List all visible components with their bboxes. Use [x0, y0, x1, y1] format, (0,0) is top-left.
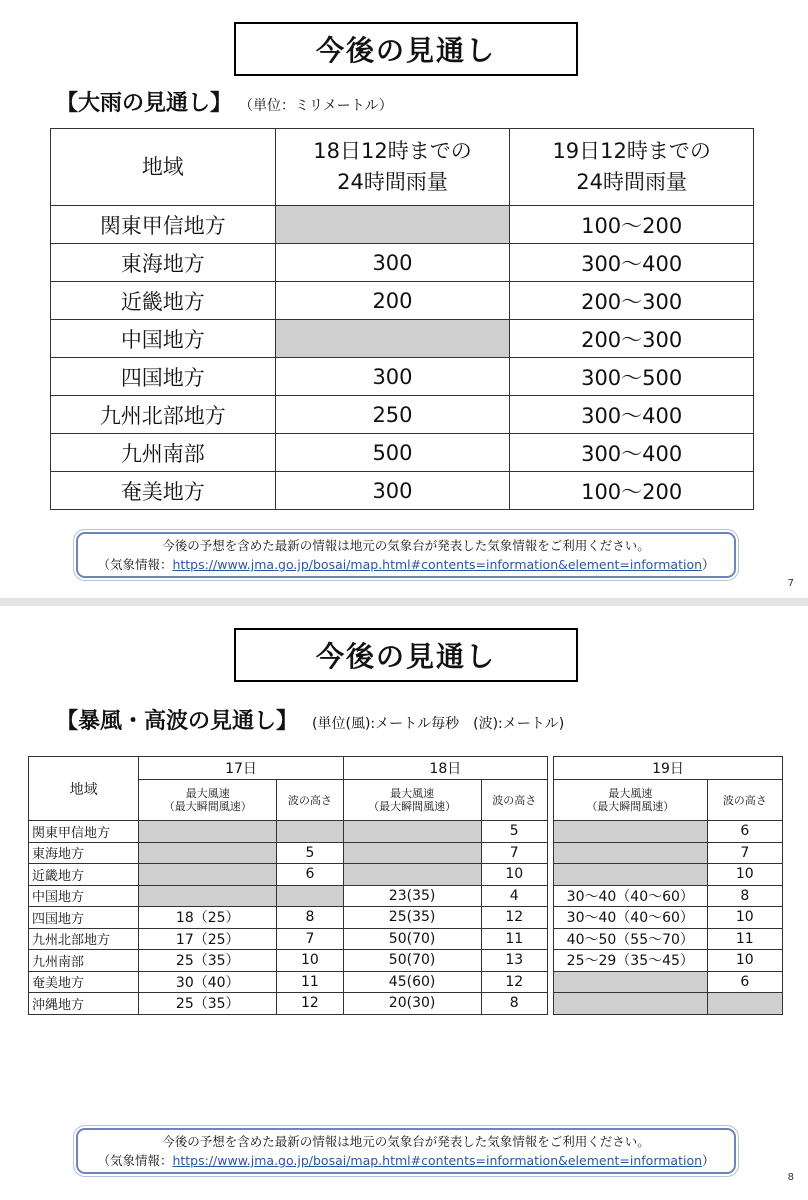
- table-row: [51, 244, 754, 282]
- wind-18-cell: 50(70): [343, 928, 481, 950]
- wind-19-cell: 25～29（35～45）: [554, 950, 708, 972]
- page-number: 7: [787, 578, 794, 589]
- header-18: [275, 129, 510, 206]
- wind-19-cell: [554, 842, 708, 864]
- area-cell: 九州北部地方: [51, 396, 276, 434]
- wind-19-cell: [554, 993, 708, 1015]
- wave-17-cell: 7: [277, 928, 343, 950]
- table-row: [51, 282, 754, 320]
- table-row: [29, 950, 548, 972]
- wind-19-cell: 30～40（40～60）: [554, 907, 708, 929]
- wind-17-cell: 18（25）: [139, 907, 277, 929]
- table-row: [554, 842, 783, 864]
- area-cell: 奄美地方: [51, 472, 276, 510]
- wave-17-cell: 11: [277, 971, 343, 993]
- table-row: [51, 472, 754, 510]
- table-row: [29, 993, 548, 1015]
- wind-17-cell: [139, 885, 277, 907]
- table-row: [51, 206, 754, 244]
- wind-header-line2: （最大瞬間風速）: [163, 800, 252, 813]
- rain-19-cell: 300～400: [510, 434, 754, 472]
- info-notice: [76, 532, 736, 578]
- wind-header-line2: （最大瞬間風速）: [368, 800, 457, 813]
- table-row: [554, 971, 783, 993]
- wind-18-cell: 45(60): [343, 971, 481, 993]
- table-row: [554, 864, 783, 886]
- table-row: [51, 396, 754, 434]
- wave-18-cell: 11: [481, 928, 548, 950]
- area-cell: 東海地方: [29, 842, 139, 864]
- day-header-row: [29, 757, 548, 780]
- table-row: [554, 885, 783, 907]
- wave-19-cell: 6: [707, 821, 782, 843]
- day19-table: [553, 756, 783, 1015]
- area-cell: 東海地方: [51, 244, 276, 282]
- wave-18-cell: 5: [481, 821, 548, 843]
- slide-7: [0, 0, 808, 598]
- wind-17-cell: [139, 842, 277, 864]
- header-19-line1: 19日12時までの: [552, 139, 711, 163]
- table-row: [29, 864, 548, 886]
- notice-text: 今後の予想を含めた最新の情報は地元の気象台が発表した気象情報をご利用ください。: [162, 1134, 650, 1149]
- rain-19-cell: 300～400: [510, 396, 754, 434]
- table-row: [51, 434, 754, 472]
- unit-text: （単位：ミリメートル）: [246, 98, 393, 114]
- wind-header-line1: 最大風速: [185, 787, 230, 800]
- wave-19-cell: 11: [707, 928, 782, 950]
- wind-18-cell: [343, 842, 481, 864]
- wave-18-cell: 10: [481, 864, 548, 886]
- table-row: [51, 320, 754, 358]
- header-19: [510, 129, 754, 206]
- day-header-row: [554, 757, 783, 780]
- rain-18-cell: 200: [275, 282, 510, 320]
- wave-17-cell: 6: [277, 864, 343, 886]
- table-row: [554, 821, 783, 843]
- wave-18-cell: 7: [481, 842, 548, 864]
- header-day-18: 18日: [343, 757, 547, 780]
- table-row: [51, 358, 754, 396]
- unit-text: (単位(風):メートル毎秒 (波):メートル): [312, 716, 565, 732]
- header-18-line2: 24時間雨量: [337, 170, 448, 194]
- wind-header-line1: 最大風速: [608, 787, 653, 800]
- wave-18-cell: 13: [481, 950, 548, 972]
- area-cell: 近畿地方: [51, 282, 276, 320]
- slide-title: 今後の見通し: [234, 22, 578, 76]
- wave-17-cell: 10: [277, 950, 343, 972]
- wave-19-cell: 10: [707, 907, 782, 929]
- table-header-row: [51, 129, 754, 206]
- table-row: [29, 885, 548, 907]
- wind-17-cell: 25（35）: [139, 950, 277, 972]
- area-cell: 四国地方: [51, 358, 276, 396]
- wave-17-cell: 5: [277, 842, 343, 864]
- area-cell: 奄美地方: [29, 971, 139, 993]
- wind-17-cell: [139, 864, 277, 886]
- rain-forecast-table: [50, 128, 754, 510]
- wave-17-cell: [277, 821, 343, 843]
- wave-18-cell: 12: [481, 907, 548, 929]
- rain-19-cell: 300～400: [510, 244, 754, 282]
- jma-link[interactable]: https://www.jma.go.jp/bosai/map.html#contents=information&element=information: [172, 1153, 703, 1168]
- header-day-19: 19日: [554, 757, 783, 780]
- header-wave-19: 波の高さ: [707, 780, 782, 821]
- area-cell: 関東甲信地方: [51, 206, 276, 244]
- rain-19-cell: 200～300: [510, 320, 754, 358]
- area-cell: 九州南部: [29, 950, 139, 972]
- wind-17-cell: [139, 821, 277, 843]
- wind-18-cell: [343, 864, 481, 886]
- rain-18-cell: [275, 320, 510, 358]
- page-number: 8: [787, 1172, 794, 1183]
- wave-19-cell: 10: [707, 864, 782, 886]
- wind-header-line2: （最大瞬間風速）: [586, 800, 675, 813]
- area-cell: 九州南部: [51, 434, 276, 472]
- notice-prefix: （気象情報：: [97, 1153, 173, 1168]
- header-wind-19: [554, 780, 708, 821]
- rain-18-cell: 300: [275, 244, 510, 282]
- table-row: [29, 842, 548, 864]
- wind-17-cell: 17（25）: [139, 928, 277, 950]
- wind-19-cell: [554, 821, 708, 843]
- area-cell: 中国地方: [51, 320, 276, 358]
- wave-17-cell: 12: [277, 993, 343, 1015]
- area-cell: 関東甲信地方: [29, 821, 139, 843]
- wave-19-cell: 10: [707, 950, 782, 972]
- area-cell: 沖縄地方: [29, 993, 139, 1015]
- rain-18-cell: [275, 206, 510, 244]
- wave-18-cell: 12: [481, 971, 548, 993]
- header-18-line1: 18日12時までの: [313, 139, 472, 163]
- slide-title: 今後の見通し: [234, 628, 578, 682]
- notice-suffix: ）: [702, 1153, 715, 1168]
- header-wind-17: [139, 780, 277, 821]
- header-area: 地域: [29, 757, 139, 821]
- table-row: [29, 821, 548, 843]
- rain-18-cell: 300: [275, 472, 510, 510]
- header-day-17: 17日: [139, 757, 343, 780]
- header-wind-18: [343, 780, 481, 821]
- table-row: [554, 993, 783, 1015]
- area-cell: 近畿地方: [29, 864, 139, 886]
- header-wave-18: 波の高さ: [481, 780, 548, 821]
- table-row: [29, 928, 548, 950]
- wave-17-cell: [277, 885, 343, 907]
- slide-8: [0, 606, 808, 1200]
- notice-text: 今後の予想を含めた最新の情報は地元の気象台が発表した気象情報をご利用ください。: [162, 538, 650, 553]
- wave-19-cell: 8: [707, 885, 782, 907]
- notice-link-line: [78, 555, 734, 574]
- wave-19-cell: 6: [707, 971, 782, 993]
- rain-19-cell: 300～500: [510, 358, 754, 396]
- wind-18-cell: [343, 821, 481, 843]
- table-row: [29, 907, 548, 929]
- rain-19-cell: 200～300: [510, 282, 754, 320]
- table-row: [554, 950, 783, 972]
- wind-header-line1: 最大風速: [390, 787, 435, 800]
- rain-18-cell: 250: [275, 396, 510, 434]
- wave-19-cell: 7: [707, 842, 782, 864]
- notice-link-line: [78, 1151, 734, 1170]
- wave-17-cell: 8: [277, 907, 343, 929]
- area-cell: 四国地方: [29, 907, 139, 929]
- wind-18-cell: 23(35): [343, 885, 481, 907]
- info-notice: [76, 1128, 736, 1174]
- wind-19-cell: 40～50（55～70）: [554, 928, 708, 950]
- wind-18-cell: 25(35): [343, 907, 481, 929]
- sub-header-row: [554, 780, 783, 821]
- table-row: [554, 907, 783, 929]
- wind-wave-table: [28, 756, 548, 1015]
- rain-19-cell: 100～200: [510, 206, 754, 244]
- wind-18-cell: 20(30): [343, 993, 481, 1015]
- area-cell: 九州北部地方: [29, 928, 139, 950]
- heading-text: 【暴風・高波の見通し】: [56, 709, 299, 734]
- rain-19-cell: 100～200: [510, 472, 754, 510]
- area-cell: 中国地方: [29, 885, 139, 907]
- notice-prefix: （気象情報：: [97, 557, 173, 572]
- wind-17-cell: 30（40）: [139, 971, 277, 993]
- wind-17-cell: 25（35）: [139, 993, 277, 1015]
- header-area: 地域: [51, 129, 276, 206]
- notice-suffix: ）: [702, 557, 715, 572]
- table-row: [554, 928, 783, 950]
- rain-18-cell: 500: [275, 434, 510, 472]
- wind-19-cell: [554, 971, 708, 993]
- wind-19-cell: [554, 864, 708, 886]
- jma-link[interactable]: https://www.jma.go.jp/bosai/map.html#contents=information&element=information: [172, 557, 703, 572]
- table-row: [29, 971, 548, 993]
- wave-19-cell: [707, 993, 782, 1015]
- heading-text: 【大雨の見通し】: [56, 91, 233, 116]
- wind-18-cell: 50(70): [343, 950, 481, 972]
- header-19-line2: 24時間雨量: [576, 170, 688, 194]
- section-heading: [56, 704, 564, 735]
- wave-18-cell: 4: [481, 885, 548, 907]
- header-wave-17: 波の高さ: [277, 780, 343, 821]
- section-heading: [56, 86, 393, 117]
- wind-19-cell: 30～40（40～60）: [554, 885, 708, 907]
- wave-18-cell: 8: [481, 993, 548, 1015]
- rain-18-cell: 300: [275, 358, 510, 396]
